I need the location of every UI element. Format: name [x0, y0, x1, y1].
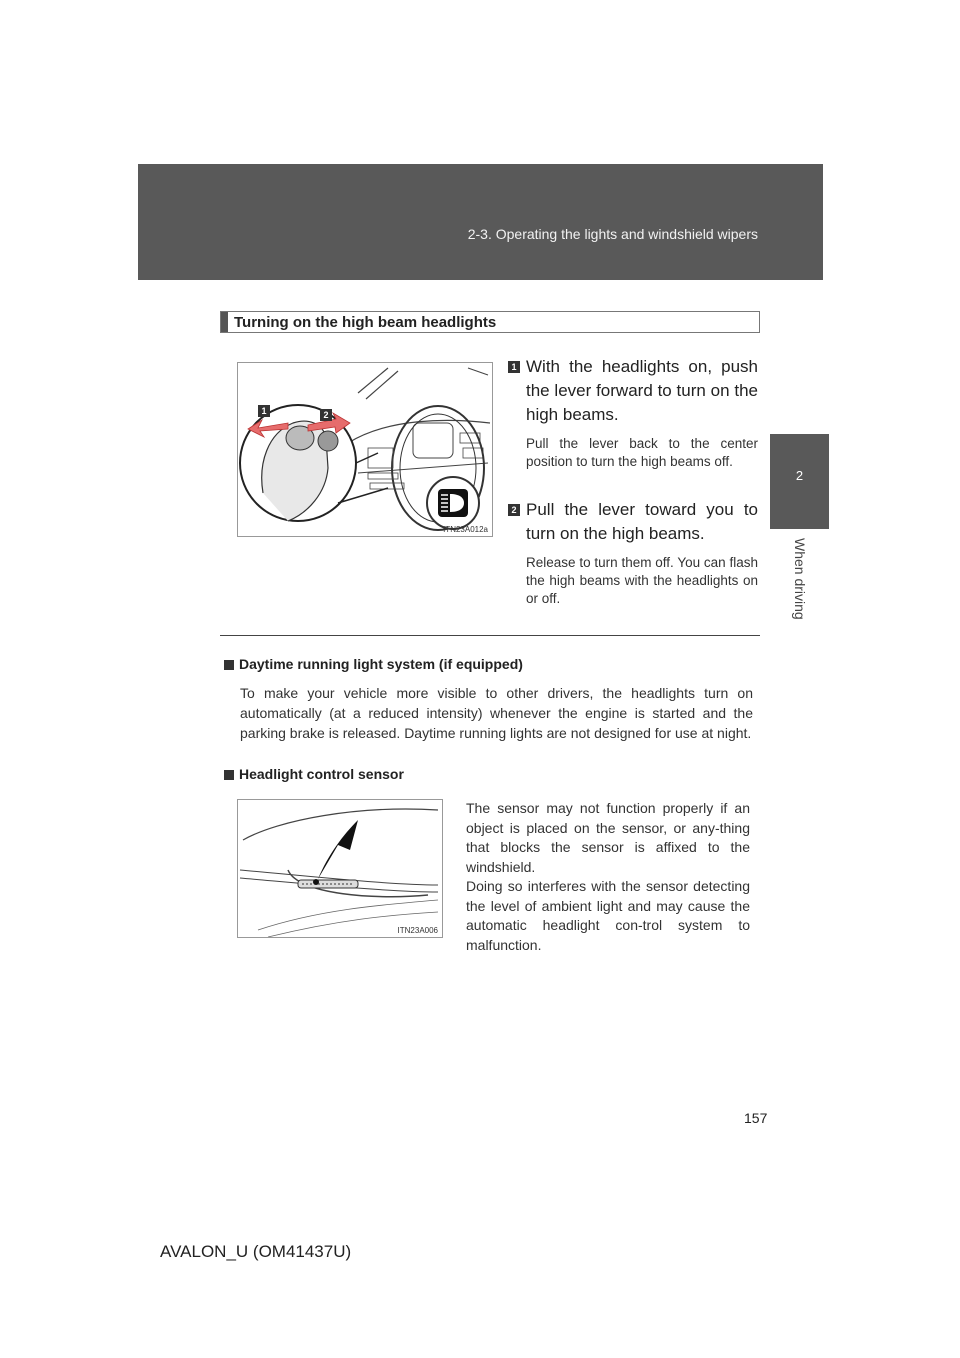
step-1: [508, 355, 758, 471]
sensor-heading: [224, 766, 404, 782]
bullet-square-icon: [224, 660, 234, 670]
svg-text:2: 2: [323, 410, 329, 420]
sensor-figure: [237, 799, 443, 938]
step-2: [508, 498, 758, 608]
chapter-number: 2: [795, 468, 804, 483]
footer-model-code: AVALON_U (OM41437U): [160, 1242, 352, 1261]
lever-illustration: [238, 363, 492, 536]
svg-text:1: 1: [261, 406, 267, 416]
sensor-heading-text: Headlight control sensor: [239, 766, 404, 782]
step-main-text: With the headlights on, push the lever forward to turn on the high beams.: [526, 357, 758, 424]
sensor-body-text: The sensor may not function properly if an object is placed on the sensor, or any-thing that blocks the sensor is affixed to the windshield. Doing so interferes with the sensor detecting the level of ambient light and may cause the automatic headlight con-trol system to malfunction.: [466, 800, 750, 953]
section-divider: [220, 635, 760, 636]
chapter-title: 2-3. Operating the lights and windshield wipers: [467, 226, 758, 242]
step-sub-text: Release to turn them off. You can flash the high beams with the headlights on or off.: [526, 555, 758, 606]
bullet-square-icon: [224, 770, 234, 780]
step-main-text: Pull the lever toward you to turn on the high beams.: [526, 500, 758, 543]
drl-body: To make your vehicle more visible to other drivers, the headlights turn on automatically (at a reduced intensity) whenever the engine is started and the parking brake is released. Daytime running lights are not designed for use at night.: [240, 685, 753, 741]
step-badge: 2: [508, 504, 520, 516]
figure-code: ITN23A012a: [443, 525, 488, 534]
drl-heading-text: Daytime running light system (if equipped): [239, 656, 523, 672]
section-heading-text: Turning on the high beam headlights: [234, 313, 497, 331]
section-heading: [220, 311, 760, 333]
header-band: [138, 164, 823, 280]
step-badge: 1: [508, 361, 520, 373]
step-sub-text: Pull the lever back to the center position to turn the high beams off.: [526, 436, 758, 469]
heading-bar: [221, 312, 228, 332]
page-number: 157: [744, 1110, 768, 1126]
sensor-body: [466, 799, 750, 955]
chapter-tab: [770, 434, 829, 529]
drl-heading: [224, 656, 523, 672]
chapter-label: When driving: [792, 538, 808, 620]
sensor-illustration: [238, 800, 442, 937]
lever-figure: [237, 362, 493, 537]
figure-code: ITN23A006: [397, 926, 438, 935]
